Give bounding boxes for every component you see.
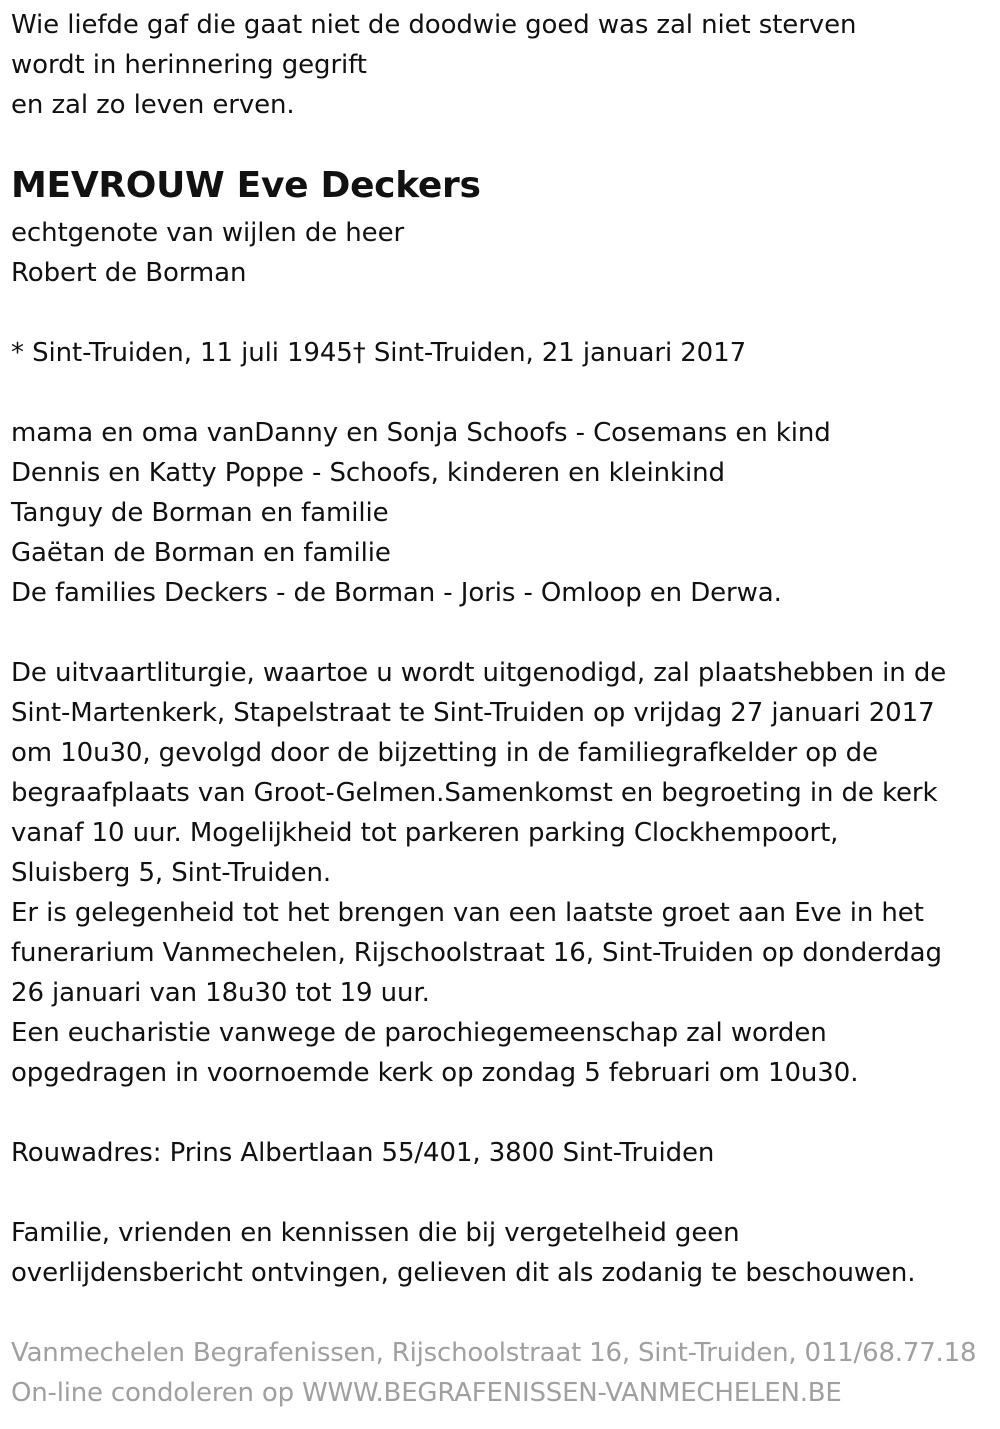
- ceremony-details: [11, 653, 946, 1093]
- family-list: [11, 413, 831, 613]
- poem-line: wordt in herinnering gegrift: [11, 50, 367, 80]
- ceremony-line: Een eucharistie vanwege de parochiegemeenschap zal worden: [11, 1018, 827, 1048]
- family-line: mama en oma vanDanny en Sonja Schoofs - Cosemans en kind: [11, 418, 831, 448]
- poem-line: en zal zo leven erven.: [11, 90, 295, 120]
- ceremony-line: opgedragen in voornoemde kerk op zondag 5 februari om 10u30.: [11, 1058, 859, 1088]
- poem-line: Wie liefde gaf die gaat niet de doodwie goed was zal niet sterven: [11, 10, 857, 40]
- notice-note: [11, 1213, 915, 1293]
- note-line: overlijdensbericht ontvingen, gelieven dit als zodanig te beschouwen.: [11, 1258, 916, 1288]
- dates-line: * Sint-Truiden, 11 juli 1945† Sint-Truiden, 21 januari 2017: [11, 338, 747, 368]
- funeral-home-contact: Vanmechelen Begrafenissen, Rijschoolstraat 16, Sint-Truiden, 011/68.77.18: [11, 1338, 977, 1368]
- ceremony-line: De uitvaartliturgie, waartoe u wordt uitgenodigd, zal plaatshebben in de: [11, 658, 947, 688]
- memorial-poem: [11, 5, 856, 125]
- family-line: De families Deckers - de Borman - Joris - Omloop en Derwa.: [11, 578, 782, 608]
- condolence-link-text: On-line condoleren op WWW.BEGRAFENISSEN-VANMECHELEN.BE: [11, 1378, 842, 1408]
- spouse-line: echtgenote van wijlen de heer: [11, 218, 405, 248]
- note-line: Familie, vrienden en kennissen die bij vergetelheid geen: [11, 1218, 740, 1248]
- ceremony-line: Sint-Martenkerk, Stapelstraat te Sint-Truiden op vrijdag 27 januari 2017: [11, 698, 935, 728]
- spouse-info: [11, 213, 404, 293]
- address-line: Rouwadres: Prins Albertlaan 55/401, 3800 Sint-Truiden: [11, 1138, 715, 1168]
- ceremony-line: Er is gelegenheid tot het brengen van een laatste groet aan Eve in het: [11, 898, 924, 928]
- ceremony-line: funerarium Vanmechelen, Rijschoolstraat 16, Sint-Truiden op donderdag: [11, 938, 942, 968]
- funeral-home-footer: [11, 1333, 976, 1413]
- deceased-name: MEVROUW Eve Deckers: [11, 165, 481, 206]
- family-line: Tanguy de Borman en familie: [11, 498, 389, 528]
- spouse-line: Robert de Borman: [11, 258, 247, 288]
- birth-death-dates: [11, 333, 746, 373]
- family-line: Gaëtan de Borman en familie: [11, 538, 391, 568]
- mourning-address: [11, 1133, 714, 1173]
- ceremony-line: begraafplaats van Groot-Gelmen.Samenkomst en begroeting in de kerk: [11, 778, 938, 808]
- ceremony-line: Sluisberg 5, Sint-Truiden.: [11, 858, 332, 888]
- ceremony-line: vanaf 10 uur. Mogelijkheid tot parkeren parking Clockhempoort,: [11, 818, 839, 848]
- ceremony-line: om 10u30, gevolgd door de bijzetting in de familiegrafkelder op de: [11, 738, 878, 768]
- family-line: Dennis en Katty Poppe - Schoofs, kinderen en kleinkind: [11, 458, 725, 488]
- ceremony-line: 26 januari van 18u30 tot 19 uur.: [11, 978, 430, 1008]
